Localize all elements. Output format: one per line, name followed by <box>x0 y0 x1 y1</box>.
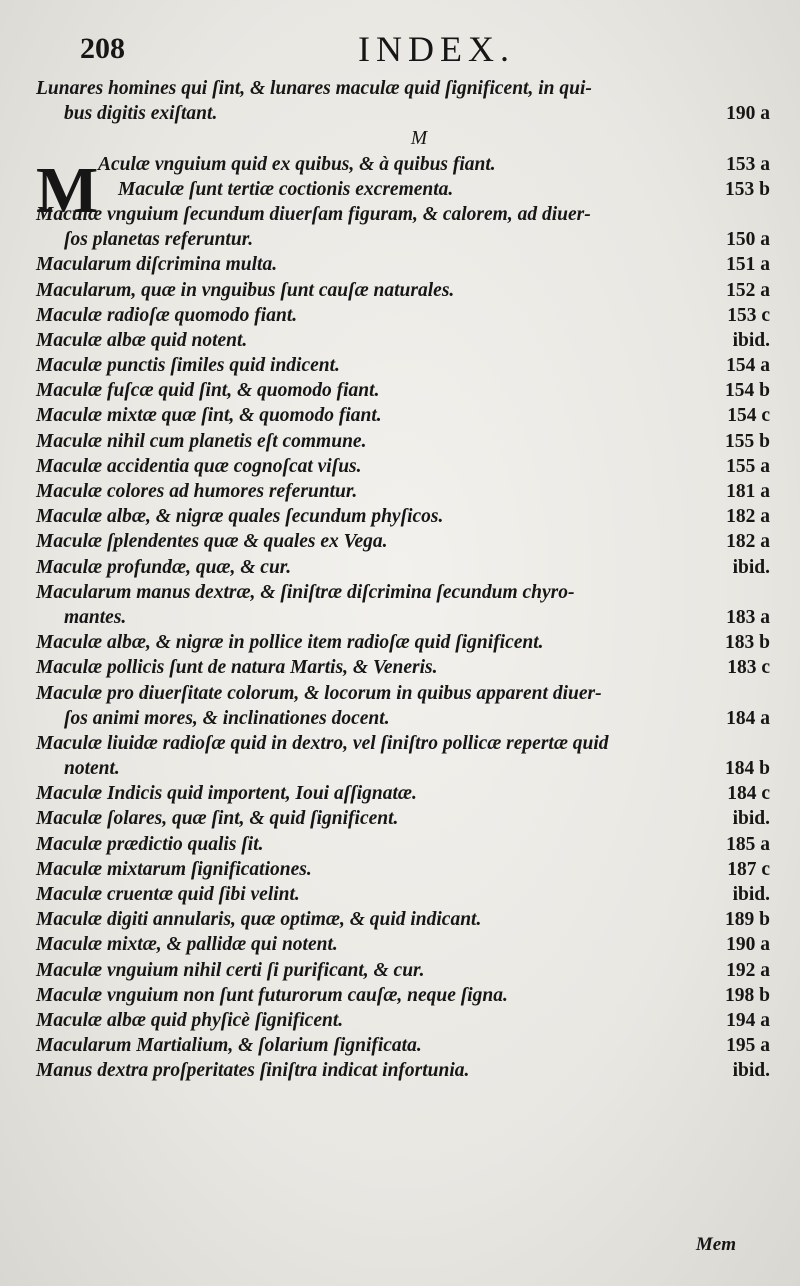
index-entry <box>36 278 770 303</box>
index-entry <box>36 353 770 378</box>
index-entry <box>36 630 770 655</box>
index-entry <box>36 580 770 605</box>
entry-text: Maculæ Indicis quid importent, Ioui aſſignatæ. <box>36 783 417 805</box>
entry-text: Maculæ ſplendentes quæ & quales ex Vega. <box>36 531 388 553</box>
index-entry <box>36 832 770 857</box>
index-entry <box>36 1008 770 1033</box>
entry-text: Maculæ pollicis ſunt de natura Martis, & Veneris. <box>36 657 438 679</box>
entry-text: Maculæ fuſcæ quid ſint, & quomodo fiant. <box>36 380 380 402</box>
index-entry <box>36 706 770 731</box>
entry-page-ref: 184 a <box>726 707 770 729</box>
entry-text: Maculæ mixtæ, & pallidæ qui notent. <box>36 934 338 956</box>
entry-page-ref: 150 a <box>726 229 770 251</box>
entry-page-ref: 194 a <box>726 1009 770 1031</box>
entry-text: Maculæ vnguium nihil certi ſi purificant, & cur. <box>36 959 425 981</box>
index-entry <box>36 479 770 504</box>
entry-text: Maculæ albæ quid phyſicè ſignificent. <box>36 1009 344 1031</box>
entry-text: Maculæ ſunt tertiæ coctionis excrementa. <box>118 178 454 200</box>
entry-page-ref: 182 a <box>726 506 770 528</box>
index-entry <box>36 983 770 1008</box>
entry-text: ſos planetas referuntur. <box>64 229 254 251</box>
entry-text: Maculæ mixtarum ſignificationes. <box>36 858 312 880</box>
index-entry <box>36 555 770 580</box>
entry-page-ref: 184 c <box>727 783 770 805</box>
entry-page-ref: ibid. <box>732 556 770 578</box>
entry-page-ref: 155 b <box>725 430 770 452</box>
entry-text: Maculæ accidentia quæ cognoſcat viſus. <box>36 455 362 477</box>
entry-text: Maculæ nihil cum planetis eſt commune. <box>36 430 367 452</box>
entry-text: Maculæ albæ, & nigræ quales ſecundum phyſicos. <box>36 506 444 528</box>
entry-page-ref: 151 a <box>726 254 770 276</box>
index-entry <box>36 227 770 252</box>
index-entry <box>36 756 770 781</box>
index-entry <box>36 504 770 529</box>
entry-text: Macularum manus dextræ, & ſiniſtræ diſcrimina ſecundum chyro- <box>36 581 575 603</box>
entry-text: Manus dextra proſperitates ſiniſtra indicat infortunia. <box>36 1060 470 1082</box>
entry-text: Maculæ prædictio qualis ſit. <box>36 833 264 855</box>
entry-text: Maculæ pro diuerſitate colorum, & locorum in quibus apparent diuer- <box>36 682 602 704</box>
index-entry <box>36 857 770 882</box>
entry-page-ref: 154 c <box>727 405 770 427</box>
entry-text: Maculæ cruentæ quid ſibi velint. <box>36 884 300 905</box>
index-entry <box>36 403 770 428</box>
entry-text: Lunares homines qui ſint, & lunares maculæ quid ſignificent, in qui- <box>36 78 592 99</box>
index-entry <box>36 454 770 479</box>
entry-page-ref: 183 b <box>725 632 770 654</box>
entry-page-ref: 185 a <box>726 833 770 855</box>
entry-page-ref: 183 c <box>727 657 770 679</box>
index-entry <box>36 328 770 353</box>
entry-text: Maculæ vnguium non ſunt futurorum cauſæ, neque ſigna. <box>36 984 508 1006</box>
entry-text: Maculæ albæ, & nigræ in pollice item radioſæ quid ſignificent. <box>36 632 544 654</box>
entry-page-ref: 182 a <box>726 531 770 553</box>
entry-page-ref: 198 b <box>725 984 770 1006</box>
page-header <box>62 28 760 72</box>
index-entry <box>36 177 770 202</box>
entry-page-ref: 152 a <box>726 279 770 301</box>
index-entry <box>36 958 770 983</box>
index-entry <box>36 378 770 403</box>
entry-text: Maculæ vnguium ſecundum diuerſam figuram, & calorem, ad diuer- <box>36 203 591 225</box>
entry-page-ref: 154 b <box>725 380 770 402</box>
index-entry <box>36 303 770 328</box>
index-entry <box>36 1058 770 1083</box>
entry-text: Macularum Martialium, & ſolarium ſignificata. <box>36 1035 422 1057</box>
index-entries <box>36 76 770 1084</box>
index-entry <box>36 731 770 756</box>
index-entry <box>36 806 770 831</box>
entry-page-ref: 153 a <box>726 153 770 175</box>
entry-text: Maculæ mixtæ quæ ſint, & quomodo fiant. <box>36 405 382 427</box>
entry-page-ref: 153 c <box>727 304 770 326</box>
entry-page-ref: 195 a <box>726 1035 770 1057</box>
index-entry <box>36 781 770 806</box>
entry-page-ref: 184 b <box>725 758 770 780</box>
entry-page-ref: 153 b <box>725 178 770 200</box>
entry-text: Maculæ liuidæ radioſæ quid in dextro, vel ſiniſtro pollicæ repertæ quid <box>36 732 609 754</box>
page-number: 208 <box>80 32 125 65</box>
entry-page-ref: 183 a <box>726 606 770 628</box>
entry-text: Maculæ radioſæ quomodo fiant. <box>36 304 298 326</box>
entry-text: Maculæ ſolares, quæ ſint, & quid ſignificent. <box>36 808 399 830</box>
entry-text: Macularum diſcrimina multa. <box>36 254 278 276</box>
drop-cap: M <box>36 154 99 227</box>
entry-text: Maculæ digiti annularis, quæ optimæ, & quid indicant. <box>36 909 482 931</box>
entry-page-ref: 190 a <box>726 934 770 956</box>
entry-page-ref: ibid. <box>732 884 770 905</box>
index-entry <box>36 907 770 932</box>
entry-text: bus digitis exiſtant. <box>64 103 218 125</box>
catchword: Mem <box>695 1234 736 1255</box>
entry-page-ref: ibid. <box>732 808 770 830</box>
entry-text: Maculæ albæ quid notent. <box>36 329 248 351</box>
entry-page-ref: 181 a <box>726 481 770 502</box>
entry-page-ref: 154 a <box>726 355 770 377</box>
entry-page-ref: 189 b <box>725 909 770 931</box>
index-entry <box>36 605 770 630</box>
entry-page-ref: 192 a <box>726 959 770 981</box>
entry-page-ref: ibid. <box>732 329 770 351</box>
index-entry <box>36 1033 770 1058</box>
entry-page-ref: 155 a <box>726 455 770 477</box>
entry-text: Maculæ punctis ſimiles quid indicent. <box>36 355 340 377</box>
entry-page-ref: 187 c <box>727 858 770 880</box>
index-entry <box>36 252 770 277</box>
index-entry <box>36 681 770 706</box>
section-letter <box>36 126 770 151</box>
index-entry <box>36 152 770 177</box>
index-entry <box>36 202 770 227</box>
page-title: INDEX. <box>358 29 515 69</box>
entry-text: Maculæ colores ad humores referuntur. <box>36 481 358 502</box>
entry-page-ref: 190 a <box>726 103 770 125</box>
entry-text: notent. <box>64 758 120 780</box>
index-entry <box>36 101 770 126</box>
entry-page-ref: ibid. <box>732 1060 770 1082</box>
index-entry <box>36 76 770 101</box>
index-entry <box>36 932 770 957</box>
index-entry <box>36 529 770 554</box>
index-entry <box>36 655 770 680</box>
entry-text: ſos animi mores, & inclinationes docent. <box>64 707 390 729</box>
index-entry <box>36 429 770 454</box>
entry-text: M <box>410 128 428 150</box>
entry-text: mantes. <box>64 606 127 628</box>
entry-text: Maculæ profundæ, quæ, & cur. <box>36 556 292 578</box>
entry-text: Macularum, quæ in vnguibus ſunt cauſæ naturales. <box>36 279 455 301</box>
index-entry <box>36 882 770 907</box>
entry-text: Aculæ vnguium quid ex quibus, & à quibus fiant. <box>98 153 496 175</box>
